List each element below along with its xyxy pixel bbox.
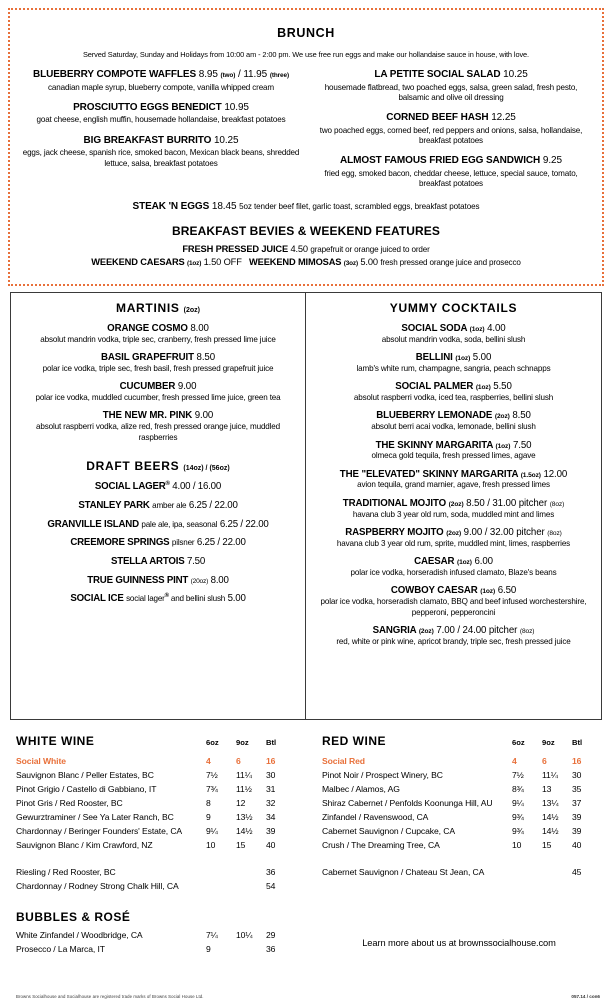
beer-item-price: 6.25 / 22.00: [196, 537, 246, 549]
drinks-right-column: [306, 293, 601, 719]
wine-price-6oz: 9¾: [512, 811, 524, 822]
wine-row: [16, 825, 290, 839]
wine-price-6oz: 4: [206, 756, 211, 766]
wine-name: White Zinfandel / Woodbridge, CA: [16, 930, 143, 941]
red-wine-gap: [322, 852, 596, 866]
wine-name: Pinot Grigio / Castello di Gabbiano, IT: [16, 783, 157, 794]
caesars-oz: (1oz): [187, 260, 202, 268]
drink-item-price: 8.00: [190, 323, 209, 334]
brunch-item-name: BLUEBERRY COMPOTE WAFFLES 8.95 (two) / 11.95 (three): [32, 69, 289, 80]
wine-name: Cabernet Sauvignon / Cupcake, CA: [322, 825, 455, 836]
drink-item: [312, 498, 595, 520]
bubbles-rose-rows: [16, 929, 290, 957]
wine-price-9oz: 14½: [236, 825, 253, 836]
wine-price-bottle: 36: [266, 944, 276, 955]
wine-price-6oz: 9¾: [512, 825, 524, 836]
drink-item-price: 4.00: [487, 323, 506, 334]
brunch-item: [20, 135, 302, 169]
drink-item-name: CAESAR (1oz) 6.00: [414, 556, 493, 568]
red-col-9oz: 9oz: [542, 738, 555, 747]
wine-price-6oz: 9: [206, 811, 211, 822]
drink-item-oz: (1oz): [469, 326, 485, 333]
brunch-item-price: 10.95: [224, 101, 249, 113]
wine-price-bottle: 45: [572, 867, 582, 878]
wine-name: Social Red: [322, 756, 365, 766]
brunch-item-qty: (two): [220, 72, 236, 79]
steak-price: 18.45: [211, 200, 237, 212]
wine-row: [322, 769, 596, 783]
drink-item-oz: (2oz): [418, 628, 434, 636]
drink-item-oz: (1oz): [456, 559, 472, 567]
drink-item-desc: absolut berri acai vodka, lemonade, bellini slush: [371, 422, 536, 432]
brunch-columns: [16, 69, 596, 199]
beer-item-price: 6.25 / 22.00: [188, 500, 238, 512]
drink-item-name: ORANGE COSMO 8.00: [107, 323, 209, 334]
drink-item: [312, 440, 595, 462]
beer-item-name: SOCIAL LAGER: [94, 481, 166, 493]
brunch-steak-item: [16, 201, 596, 212]
brunch-item-desc: goat cheese, english muffin, housemade hollandaise, breakfast potatoes: [36, 115, 286, 125]
drink-item-price: 8.50: [196, 352, 215, 364]
beer-item-name: SOCIAL ICE: [70, 593, 124, 605]
wine-row: [16, 811, 290, 825]
brunch-item-desc: two poached eggs, corned beef, red peppers and onions, salsa, hollandaise, breakfast potatoes: [319, 125, 583, 146]
drink-item-name: BLUEBERRY LEMONADE (2oz) 8.50: [376, 410, 531, 422]
draft-beers-title: [17, 459, 299, 473]
wine-price-6oz: 9¼: [206, 825, 218, 836]
martinis-title: [17, 301, 299, 315]
brunch-item: [20, 102, 302, 126]
drink-item: [312, 469, 595, 491]
red-wine-header: [322, 734, 596, 748]
wine-price-6oz: 8: [206, 797, 211, 808]
wine-price-bottle: 29: [266, 930, 276, 941]
beer-item-price: 6.25 / 22.00: [219, 518, 269, 530]
brunch-left-column: [16, 69, 306, 199]
drink-item-oz: (1.5oz): [520, 471, 541, 479]
beer-item: [17, 575, 299, 587]
drink-item-name: BASIL GRAPEFRUIT 8.50: [100, 352, 215, 364]
wine-row: [16, 783, 290, 797]
wine-row: [322, 797, 596, 811]
beer-item-oz: (20oz): [190, 577, 209, 585]
drink-item-desc: polar ice vodka, triple sec, fresh basil, fresh pressed grapefruit juice: [42, 363, 274, 373]
bevies-juice-line: [16, 243, 596, 256]
drink-item: [17, 352, 299, 374]
house-wine-row: [322, 755, 596, 769]
beer-item-price: 8.00: [210, 574, 229, 586]
beer-item: [17, 593, 299, 605]
house-wine-row: [16, 755, 290, 769]
drink-item-oz: (1oz): [475, 384, 491, 392]
white-wine-column: [0, 726, 306, 1008]
drink-item-desc: absolut raspberri vodka, alize red, fresh pressed orange juice, muddled raspberries: [36, 422, 280, 442]
red-wine-title: RED WINE: [322, 734, 386, 748]
brunch-item: [310, 69, 592, 103]
juice-name: FRESH PRESSED JUICE: [182, 243, 289, 254]
wine-price-6oz: 10: [206, 839, 216, 850]
drink-item: [312, 323, 595, 345]
drink-item-oz: (2oz): [494, 413, 510, 421]
beer-item-name: STELLA ARTOIS: [110, 555, 185, 567]
beer-item: [17, 537, 299, 549]
wine-price-6oz: 7¾: [206, 783, 218, 794]
drinks-section: [10, 292, 602, 720]
wine-name: Zinfandel / Ravenswood, CA: [322, 811, 429, 822]
drink-item-name: THE NEW MR. PINK 9.00: [102, 410, 214, 422]
drink-item-price: 7.50: [512, 439, 532, 451]
drink-item-price: 8.50 / 31.00 pitcher: [466, 497, 548, 509]
drink-item-desc: absolut raspberri vodka, iced tea, raspberries, bellini slush: [353, 392, 554, 402]
brunch-item-sep: /: [237, 69, 241, 80]
white-wine-bottle-only-rows: [16, 866, 290, 894]
drink-item: [312, 625, 595, 647]
wine-price-bottle: 30: [572, 769, 582, 780]
brunch-subtitle: Served Saturday, Sunday and Holidays from 10:00 am - 2:00 pm. We use free run eggs and make our hollandaise sauce in house, with love.: [82, 50, 530, 59]
martinis-list: [17, 323, 299, 443]
wine-name: Gewurztraminer / See Ya Later Ranch, BC: [16, 811, 174, 822]
wine-price-9oz: 11¼: [542, 769, 558, 780]
red-wine-rows: [322, 755, 596, 852]
drink-item-price: 5.00: [472, 352, 492, 364]
brunch-item-qty2: (three): [269, 72, 289, 79]
cocktails-title: YUMMY COCKTAILS: [389, 301, 518, 315]
drink-item-price: 9.00: [177, 381, 197, 393]
beer-item-style: pale ale, ipa, seasonal: [141, 519, 218, 529]
wine-price-bottle: 39: [572, 811, 582, 822]
brunch-item-desc: canadian maple syrup, blueberry compote, vanilla whipped cream: [48, 82, 274, 92]
bevies-weekend-line: [16, 256, 596, 269]
beer-item-style: amber ale: [152, 501, 187, 511]
drink-item: [312, 381, 595, 403]
wine-row: [16, 929, 290, 943]
drink-item: [312, 585, 595, 618]
wine-price-9oz: 12: [236, 797, 246, 808]
drink-item: [17, 381, 299, 403]
wine-row: [16, 880, 290, 894]
brunch-item-price: 9.25: [542, 155, 562, 167]
drink-item-desc: lamb's white rum, champagne, sangria, peach schnapps: [356, 363, 551, 373]
brunch-section: [8, 8, 604, 286]
drink-item-price: 8.50: [512, 410, 531, 422]
wine-row: [16, 943, 290, 957]
beer-item-price: 5.00: [227, 593, 246, 605]
drink-item-name: COWBOY CAESAR (1oz) 6.50: [390, 585, 517, 597]
drink-item-desc: absolut mandrin vodka, triple sec, cranberry, fresh pressed lime juice: [40, 334, 276, 344]
brunch-item: [310, 155, 592, 189]
wine-row: [16, 839, 290, 853]
wine-price-bottle: 37: [572, 797, 582, 808]
wine-name: Pinot Gris / Red Rooster, BC: [16, 797, 123, 808]
wine-price-6oz: 7½: [206, 769, 218, 780]
wine-price-9oz: 11½: [236, 783, 252, 794]
beer-item-name: GRANVILLE ISLAND: [47, 518, 139, 530]
wine-price-bottle: 39: [572, 825, 582, 836]
drink-item: [17, 410, 299, 443]
wine-price-6oz: 9¼: [512, 797, 524, 808]
drink-item: [312, 410, 595, 432]
wine-price-bottle: 54: [266, 881, 276, 892]
drink-item-oz2: (8oz): [547, 530, 562, 538]
wine-price-9oz: 13¼: [542, 797, 559, 808]
juice-price: 4.50: [290, 243, 308, 254]
beer-item-price: 4.00 / 16.00: [172, 481, 222, 493]
learn-more-text[interactable]: Learn more about us at brownssocialhouse.com: [362, 938, 556, 949]
drink-item-oz: (2oz): [446, 530, 462, 538]
wine-row: [322, 825, 596, 839]
drink-item-price: 6.50: [497, 585, 517, 597]
drink-item-price: 9.00 / 32.00 pitcher: [463, 527, 545, 539]
wine-price-9oz: 11¼: [236, 769, 252, 780]
drink-item-oz: (1oz): [480, 588, 496, 596]
brunch-item-name: PROSCIUTTO EGGS BENEDICT 10.95: [73, 101, 249, 113]
drink-item-price: 9.00: [194, 410, 214, 422]
drink-item-name: TRADITIONAL MOJITO (2oz) 8.50 / 31.00 pitcher (8oz): [342, 497, 565, 509]
draft-beers-title-text: DRAFT BEERS: [86, 459, 180, 474]
drink-item: [312, 556, 595, 578]
drink-item-name: BELLINI (1oz) 5.00: [415, 352, 492, 364]
drink-item-desc: havana club 3 year old rum, sprite, muddled mint, limes, raspberries: [336, 538, 571, 548]
drink-item-name: THE "ELEVATED" SKINNY MARGARITA (1.5oz) 12.00: [339, 468, 568, 480]
wine-price-bottle: 32: [266, 797, 276, 808]
beer-item: [17, 556, 299, 568]
drink-item-name: SOCIAL SODA (1oz) 4.00: [401, 323, 506, 334]
drink-item-desc: absolut mandrin vodka, soda, bellini slush: [381, 334, 526, 344]
white-col-9oz: 9oz: [236, 738, 249, 747]
wine-row: [322, 811, 596, 825]
juice-desc: grapefruit or orange juiced to order: [310, 244, 430, 254]
brunch-item-price: 10.25: [503, 69, 528, 80]
wine-price-9oz: 14½: [542, 825, 559, 836]
wine-name: Chardonnay / Rodney Strong Chalk Hill, CA: [16, 881, 179, 892]
mimosas-price: 5.00: [360, 257, 378, 268]
wine-price-9oz: 13½: [236, 811, 253, 822]
white-col-btl: Btl: [266, 738, 277, 747]
wine-row: [16, 769, 290, 783]
wine-price-6oz: 10: [512, 839, 522, 850]
wine-name: Chardonnay / Beringer Founders' Estate, CA: [16, 825, 183, 836]
drink-item-desc: polar ice vodka, horseradish clamato, BBQ and beef infused worchestershire, pepperoni, pepperoncini: [320, 597, 587, 617]
white-wine-header: [16, 734, 290, 748]
brunch-item-name: CORNED BEEF HASH 12.25: [386, 112, 516, 124]
drink-item-name: RASPBERRY MOJITO (2oz) 9.00 / 32.00 pitcher (8oz): [345, 527, 562, 539]
drink-item-oz: (2oz): [448, 500, 464, 508]
drink-item-desc: red, white or pink wine, apricot brandy, triple sec, fresh pressed juice: [336, 636, 571, 646]
red-col-6oz: 6oz: [512, 738, 525, 747]
drink-item-desc: havana club 3 year old rum, soda, muddled mint and limes: [352, 509, 555, 519]
wine-row: [322, 866, 596, 880]
wine-price-9oz: 6: [236, 756, 241, 766]
beer-item-name: CREEMORE SPRINGS: [70, 537, 170, 549]
draft-beers-list: [17, 481, 299, 605]
beer-item-style: pilsner: [171, 538, 195, 548]
drink-item-name: SOCIAL PALMER (1oz) 5.50: [395, 381, 512, 393]
wine-name: Sauvignon Blanc / Kim Crawford, NZ: [16, 839, 153, 850]
bevies-title: BREAKFAST BEVIES & WEEKEND FEATURES: [172, 223, 440, 238]
mimosas-name: WEEKEND MIMOSAS: [249, 257, 342, 268]
drinks-left-column: [11, 293, 306, 719]
print-code: 057.14 / con6: [571, 994, 600, 999]
brunch-item-desc: eggs, jack cheese, spanish rice, smoked bacon, Mexican black beans, shredded lettuce, salsa, breakfast potatoes: [22, 148, 300, 168]
red-col-btl: Btl: [572, 738, 583, 747]
wine-price-bottle: 36: [266, 867, 276, 878]
brunch-item-price: 12.25: [491, 112, 516, 124]
white-wine-title: WHITE WINE: [16, 734, 95, 748]
wine-price-bottle: 39: [266, 825, 276, 836]
brunch-item-desc: housemade flatbread, two poached eggs, salsa, green salad, fresh pesto, balsamic and olive oil dressing: [324, 82, 578, 102]
wine-name: Pinot Noir / Prospect Winery, BC: [322, 769, 443, 780]
beer-item: [17, 519, 299, 531]
white-col-6oz: 6oz: [206, 738, 219, 747]
bubbles-rose-title: BUBBLES & ROSÉ: [16, 910, 131, 925]
wine-name: Prosecco / La Marca, IT: [16, 944, 105, 955]
beer-item: [17, 500, 299, 512]
beer-item: [17, 481, 299, 493]
brunch-item: [310, 112, 592, 146]
wine-section: [0, 726, 612, 1008]
wine-price-bottle: 35: [572, 783, 582, 794]
wine-price-6oz: 7¼: [206, 930, 218, 941]
brunch-title: BRUNCH: [277, 26, 335, 40]
drink-item-price: 6.00: [474, 556, 493, 568]
drink-item-name: CUCUMBER 9.00: [119, 381, 197, 393]
drink-item-price: 12.00: [543, 468, 568, 480]
brunch-item-name: ALMOST FAMOUS FRIED EGG SANDWICH 9.25: [340, 155, 562, 167]
wine-name: Sauvignon Blanc / Peller Estates, BC: [16, 769, 154, 780]
caesars-price: 1.50 OFF: [203, 257, 242, 268]
wine-row: [16, 797, 290, 811]
wine-price-bottle: 31: [266, 783, 276, 794]
wine-name: Cabernet Sauvignon / Chateau St Jean, CA: [322, 867, 485, 878]
wine-name: Shiraz Cabernet / Penfolds Koonunga Hill, AU: [322, 797, 493, 808]
wine-price-6oz: 8¾: [512, 783, 524, 794]
beer-item-price: 7.50: [186, 555, 206, 567]
steak-desc: 5oz tender beef filet, garlic toast, scrambled eggs, breakfast potatoes: [239, 201, 480, 211]
steak-name: STEAK 'N EGGS: [132, 200, 210, 212]
caesars-name: WEEKEND CAESARS: [91, 257, 185, 268]
beer-item-style2: and bellini slush: [168, 594, 226, 604]
trademark-notice: Browns Socialhouse and Socialhouse are registered trade marks of Browns Social House Ltd.: [16, 994, 204, 999]
cocktails-list: [312, 323, 595, 647]
beer-item-name: STANLEY PARK: [78, 500, 150, 512]
drink-item-desc: polar ice vodka, muddled cucumber, fresh pressed lime juice, green tea: [35, 392, 281, 402]
wine-price-6oz: 7½: [512, 769, 524, 780]
wine-price-bottle: 34: [266, 811, 276, 822]
wine-row: [322, 783, 596, 797]
mimosas-desc: fresh pressed orange juice and prosecco: [380, 258, 521, 268]
beer-item-style: social lager: [126, 594, 165, 604]
red-wine-column: [306, 726, 612, 1008]
white-wine-gap: [16, 852, 290, 866]
registered-icon: ®: [164, 593, 169, 600]
registered-icon: ®: [165, 481, 170, 488]
drink-item-name: SANGRIA (2oz) 7.00 / 24.00 pitcher (8oz): [372, 625, 535, 637]
wine-name: Malbec / Alamos, AG: [322, 783, 400, 794]
drink-item-oz2: (8oz): [519, 628, 535, 636]
drink-item-desc: olmeca gold tequila, fresh pressed limes, agave: [371, 451, 536, 461]
brunch-item-price2: 11.95: [243, 69, 268, 80]
drink-item-oz: (1oz): [455, 355, 471, 363]
wine-price-9oz: 13: [542, 783, 552, 794]
drink-item-price: 5.50: [493, 381, 512, 393]
wine-row: [16, 866, 290, 880]
drink-item-price: 7.00 / 24.00 pitcher: [436, 625, 518, 637]
wine-price-bottle: 16: [266, 756, 276, 766]
drink-item-oz2: (8oz): [549, 500, 565, 508]
wine-row: [322, 839, 596, 853]
brunch-item-name: LA PETITE SOCIAL SALAD 10.25: [374, 69, 528, 80]
wine-price-6oz: 9: [206, 944, 211, 955]
brunch-item: [20, 69, 302, 93]
drink-item-desc: avion tequila, grand marnier, agave, fresh pressed limes: [357, 480, 550, 490]
wine-name: Social White: [16, 756, 66, 766]
beer-item-name: TRUE GUINNESS PINT: [87, 574, 189, 586]
wine-price-bottle: 40: [572, 839, 582, 850]
mimosas-oz: (3oz): [343, 260, 358, 268]
brunch-item-price: 10.25: [213, 134, 239, 146]
wine-price-bottle: 40: [266, 839, 276, 850]
brunch-item-price: 8.95: [198, 69, 218, 80]
martinis-oz: (2oz): [183, 307, 200, 314]
drink-item-name: THE SKINNY MARGARITA (1oz) 7.50: [375, 439, 532, 451]
wine-price-9oz: 15: [236, 839, 246, 850]
wine-price-9oz: 15: [542, 839, 552, 850]
wine-price-6oz: 4: [512, 756, 517, 766]
drink-item: [17, 323, 299, 345]
wine-price-9oz: 6: [542, 756, 547, 766]
drink-item: [312, 527, 595, 549]
wine-price-9oz: 10¼: [236, 930, 253, 941]
martinis-title-text: MARTINIS: [116, 301, 180, 315]
wine-price-bottle: 16: [572, 756, 582, 766]
drink-item-oz: (1oz): [495, 442, 511, 450]
wine-price-9oz: 14½: [542, 811, 559, 822]
brunch-item-desc: fried egg, smoked bacon, cheddar cheese, lettuce, special sauce, tomato, breakfast potatoes: [324, 168, 578, 189]
wine-price-bottle: 30: [266, 769, 276, 780]
brunch-right-column: [306, 69, 596, 199]
wine-name: Riesling / Red Rooster, BC: [16, 867, 116, 878]
wine-name: Crush / The Dreaming Tree, CA: [322, 839, 440, 850]
drink-item: [312, 352, 595, 374]
red-wine-bottle-only-rows: [322, 866, 596, 880]
white-wine-rows: [16, 755, 290, 852]
brunch-item-name: BIG BREAKFAST BURRITO 10.25: [83, 134, 239, 146]
drink-item-desc: polar ice vodka, horseradish infused clamato, Blaze's beans: [350, 567, 557, 577]
draft-beers-oz: (14oz) / (56oz): [183, 465, 230, 473]
